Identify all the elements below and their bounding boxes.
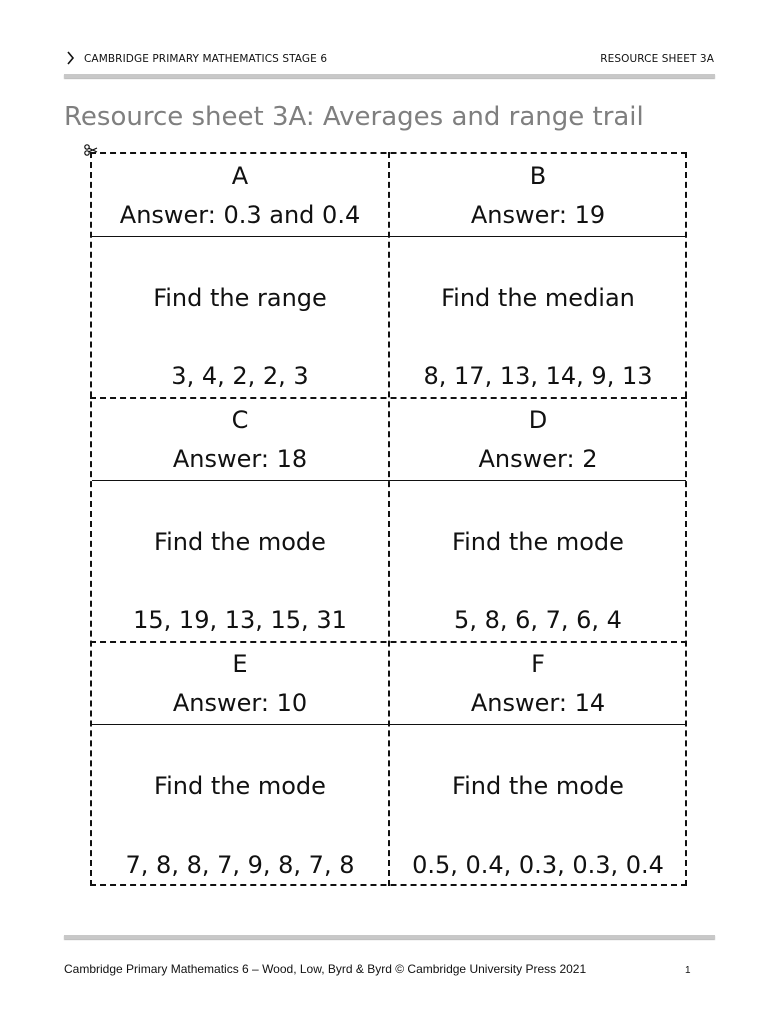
card-letter: F xyxy=(531,650,545,678)
card-answer: Answer: 14 xyxy=(470,689,606,717)
card-letter: B xyxy=(529,162,547,190)
footer-divider xyxy=(64,935,715,939)
card-answer: Answer: 18 xyxy=(172,445,308,473)
card-numbers: 15, 19, 13, 15, 31 xyxy=(133,606,347,634)
page-header xyxy=(64,50,714,70)
card-numbers: 5, 8, 6, 7, 6, 4 xyxy=(454,606,622,634)
card-question: Find the mode xyxy=(154,772,326,800)
card-answer: Answer: 2 xyxy=(478,445,598,473)
card-question: Find the median xyxy=(441,284,635,312)
card-numbers: 0.5, 0.4, 0.3, 0.3, 0.4 xyxy=(412,851,664,879)
card-question: Find the range xyxy=(153,284,327,312)
page-number: 1 xyxy=(685,965,691,976)
page-title: Resource sheet 3A: Averages and range trail xyxy=(64,102,644,132)
card-question: Find the mode xyxy=(154,528,326,556)
sheet-label: RESOURCE SHEET 3A xyxy=(600,53,714,65)
card-letter: A xyxy=(231,162,249,190)
card-answer: Answer: 19 xyxy=(470,201,606,229)
card-answer: Answer: 10 xyxy=(172,689,308,717)
card-fold-line xyxy=(92,480,686,481)
header-divider xyxy=(64,74,715,78)
series-title: CAMBRIDGE PRIMARY MATHEMATICS STAGE 6 xyxy=(84,53,328,65)
card-numbers: 7, 8, 8, 7, 9, 8, 7, 8 xyxy=(125,851,355,879)
chevron-right-icon xyxy=(66,51,75,68)
card-row-cut-line xyxy=(90,397,687,399)
card-letter: D xyxy=(528,406,548,434)
card-fold-line xyxy=(92,236,686,237)
card-question: Find the mode xyxy=(452,528,624,556)
card-fold-line xyxy=(92,724,686,725)
card-numbers: 8, 17, 13, 14, 9, 13 xyxy=(423,362,653,390)
card-answer: Answer: 0.3 and 0.4 xyxy=(119,201,361,229)
card-numbers: 3, 4, 2, 2, 3 xyxy=(171,362,309,390)
card-letter: E xyxy=(232,650,248,678)
footer-credit: Cambridge Primary Mathematics 6 – Wood, Low, Byrd & Byrd © Cambridge University Press 2021 xyxy=(64,962,587,976)
card-question: Find the mode xyxy=(452,772,624,800)
card-letter: C xyxy=(231,406,249,434)
card-row-cut-line xyxy=(90,641,687,643)
